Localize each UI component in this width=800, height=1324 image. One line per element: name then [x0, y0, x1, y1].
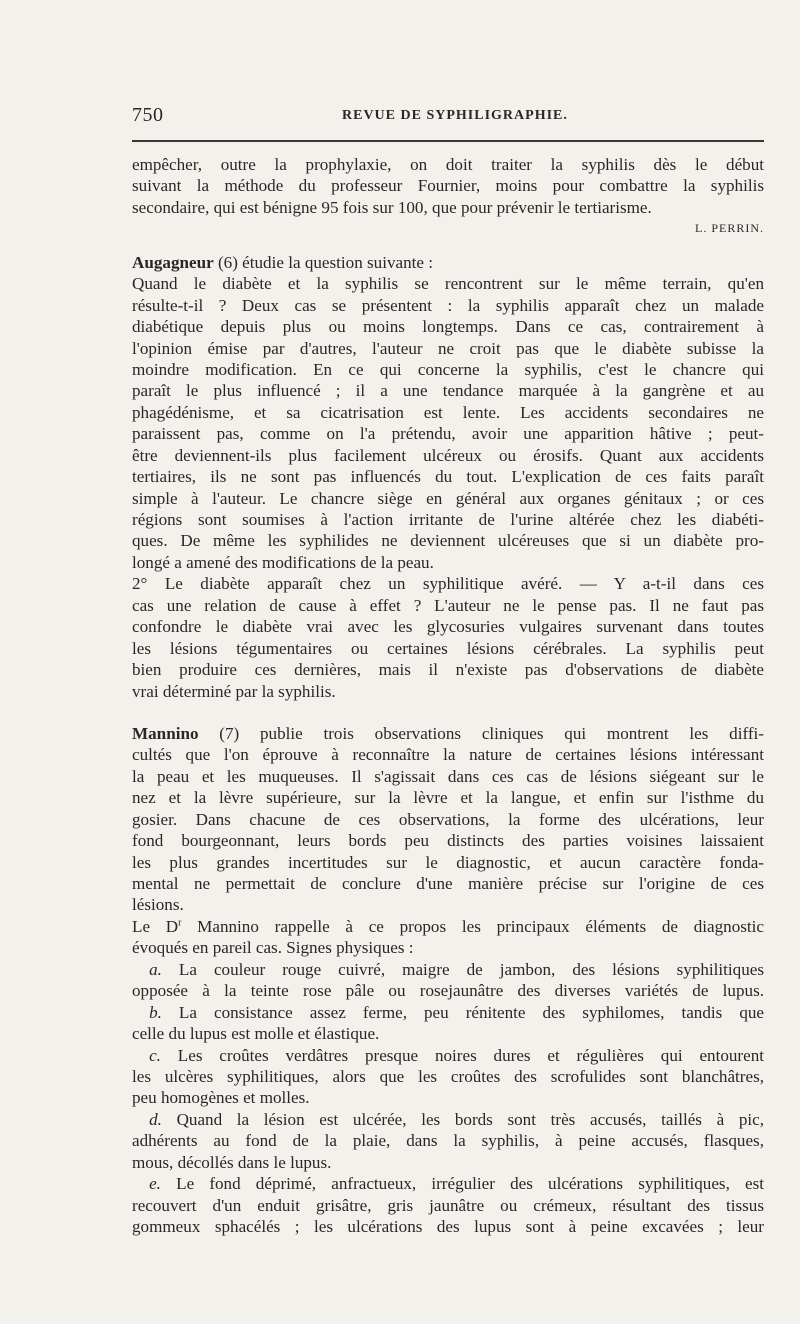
text-line [132, 316, 764, 337]
line-text: résulte-t-il ? Deux cas se présentent : la syphilis apparaît chez un malade [132, 295, 764, 315]
text-line [132, 616, 764, 637]
text-line [132, 530, 764, 551]
text-line [132, 723, 764, 744]
text-line [132, 359, 764, 380]
line-text: gosier. Dans chacune de ces observations, la forme des ulcérations, leur [132, 809, 764, 829]
line-text: les ulcères syphilitiques, alors que les croûtes des scrofulides sont blanchâtres, [132, 1066, 764, 1086]
text-line [132, 1195, 764, 1216]
line-text: Les croûtes verdâtres presque noires dures et régulières qui entourent [160, 1045, 764, 1065]
text-line [132, 509, 764, 530]
text-line [132, 980, 764, 1001]
text-line [132, 916, 764, 937]
text-line [132, 894, 764, 915]
line-text: phagédénisme, et sa cicatrisation est lente. Les accidents secondaires ne [132, 402, 764, 422]
line-text: suivant la méthode du professeur Fournier, moins pour combattre la syphilis [132, 176, 764, 196]
line-text: paraît le plus influencé ; il a une tendance marquée à la gangrène et au [132, 381, 764, 401]
line-text: diabétique depuis plus ou moins longtemps. Dans ce cas, contrairement à [132, 317, 764, 337]
header-rule [132, 140, 764, 142]
line-text: gommeux sphacélés ; les ulcérations des lupus sont à peine excavées ; leur [132, 1217, 764, 1236]
text-line [132, 595, 764, 616]
line-text: être deviennent-ils plus facilement ulcéreux ou érosifs. Quant aux accidents [132, 445, 764, 465]
paragraph-gap [132, 714, 764, 723]
text-line [132, 787, 764, 808]
author-name: Mannino [132, 723, 199, 743]
text-line [132, 873, 764, 894]
text-line [132, 809, 764, 830]
line-text: confondre le diabète vrai avec les glycosuries vulgaires survenant dans toutes [132, 617, 764, 637]
item-letter: d. [132, 1109, 162, 1129]
text-line [132, 252, 764, 273]
line-text: celle du lupus est molle et élastique. [132, 1024, 380, 1044]
text-line [132, 744, 764, 765]
line-text: ques. De même les syphilides ne deviennent ulcéreuses que si un diabète pro- [132, 531, 764, 551]
text-line [132, 445, 764, 466]
item-letter: b. [132, 1002, 162, 1022]
line-text: peu homogènes et molles. [132, 1088, 310, 1108]
line-text: lésions. [132, 895, 184, 915]
line-text: Quand la lésion est ulcérée, les bords sont très accusés, taillés à pic, [161, 1109, 764, 1129]
text-line [132, 466, 764, 487]
text-line [132, 573, 764, 594]
line-prefix: Le D [132, 916, 179, 936]
text-line [132, 959, 764, 980]
author-name: Augagneur [132, 252, 214, 272]
paragraph-gap [132, 240, 764, 252]
text-line [132, 1152, 764, 1173]
item-letter: e. [132, 1174, 161, 1194]
line-text: Le fond déprimé, anfractueux, irrégulier des ulcérations syphilitiques, est [160, 1174, 764, 1194]
line-text: 2° Le diabète apparaît chez un syphilitique avéré. — Y a-t-il dans ces [132, 574, 764, 594]
text-line [132, 423, 764, 444]
line-text: paraissent pas, comme on l'a prétendu, avoir une apparition hâtive ; peut- [132, 424, 764, 444]
line-text: L. PERRIN. [694, 221, 764, 236]
text-line [132, 488, 764, 509]
signature [132, 218, 764, 239]
text-line [132, 1216, 764, 1237]
text-line [132, 338, 764, 359]
text-line [132, 766, 764, 787]
line-text: La consistance assez ferme, peu rénitente des syphilomes, tandis que [161, 1002, 764, 1022]
line-text: les lésions tégumentaires ou certaines lésions cérébrales. La syphilis peut [132, 638, 764, 658]
text-line [132, 659, 764, 680]
body-text [132, 154, 764, 1237]
line-text: adhérents au fond de la plaie, dans la syphilis, à peine accusés, flasques, [132, 1131, 764, 1151]
text-line [132, 1087, 764, 1108]
line-text: la peau et les muqueuses. Il s'agissait dans ces cas de lésions siégeant sur le [132, 766, 764, 786]
text-line [132, 295, 764, 316]
text-line [132, 380, 764, 401]
text-line [132, 852, 764, 873]
running-title: REVUE DE SYPHILIGRAPHIE. [342, 108, 568, 123]
text-line [132, 175, 764, 196]
text-line [132, 638, 764, 659]
line-text: longé a amené des modifications de la peau. [132, 552, 434, 572]
line-text: La couleur rouge cuivré, maigre de jambon, des lésions syphilitiques [161, 959, 764, 979]
text-line [132, 273, 764, 294]
text-line [132, 1023, 764, 1044]
text-line [132, 1130, 764, 1151]
line-text: simple à l'auteur. Le chancre siège en général aux organes génitaux ; or ces [132, 488, 764, 508]
line-text: Mannino rappelle à ce propos les principaux éléments de diagnostic [181, 916, 764, 936]
line-text: les plus grandes incertitudes sur le diagnostic, et aucun caractère fonda- [132, 852, 764, 872]
text-line [132, 1173, 764, 1194]
page-header [132, 104, 764, 128]
line-text: cas une relation de cause à effet ? L'auteur ne le pense pas. Il ne faut pas [132, 595, 764, 615]
text-line [132, 1109, 764, 1130]
line-text: (7) publie trois observations cliniques qui montrent les diffi- [198, 723, 764, 743]
line-text: mous, décollés dans le lupus. [132, 1152, 332, 1172]
line-text: opposée à la teinte rose pâle ou rosejaunâtre des diverses variétés de lupus. [132, 981, 764, 1001]
line-text: secondaire, qui est bénigne 95 fois sur 100, que pour prévenir le tertiarisme. [132, 197, 652, 217]
line-text: Quand le diabète et la syphilis se rencontrent sur le même terrain, qu'en [132, 274, 764, 294]
item-letter: c. [132, 1045, 161, 1065]
line-text: mental ne permettait de conclure d'une manière précise sur l'origine de ces [132, 874, 764, 893]
text-line [132, 681, 764, 702]
line-text: cultés que l'on éprouve à reconnaître la nature de certaines lésions intéressant [132, 745, 764, 765]
line-text: empêcher, outre la prophylaxie, on doit traiter la syphilis dès le début [132, 155, 764, 174]
text-line [132, 402, 764, 423]
text-line [132, 1066, 764, 1087]
text-line [132, 154, 764, 175]
paragraph-gap [132, 702, 764, 714]
superscript: r [178, 917, 182, 929]
text-line [132, 830, 764, 851]
item-letter: a. [132, 959, 162, 979]
text-line [132, 552, 764, 573]
text-line [132, 197, 764, 218]
line-text: vrai déterminé par la syphilis. [132, 681, 336, 701]
line-text: bien produire ces dernières, mais il n'existe pas d'observations de diabète [132, 660, 764, 680]
line-text: nez et la lèvre supérieure, sur la lèvre et la langue, et enfin sur l'isthme du [132, 788, 764, 808]
text-line [132, 1045, 764, 1066]
line-text: (6) étudie la question suivante : [213, 252, 434, 272]
line-text: tertiaires, ils ne sont pas influencés du tout. L'explication de ces faits paraît [132, 467, 764, 487]
text-line [132, 1002, 764, 1023]
line-text: évoqués en pareil cas. Signes physiques : [132, 938, 414, 958]
text-line [132, 937, 764, 958]
line-text: moindre modification. En ce qui concerne la syphilis, c'est le chancre qui [132, 359, 764, 379]
line-text: fond bourgeonnant, leurs bords peu distincts des parties voisines laissaient [132, 831, 764, 851]
line-text: régions sont soumises à l'action irritante de l'urine altérée chez les diabéti- [132, 510, 764, 529]
line-text: l'opinion émise par d'autres, l'auteur ne croit pas que le diabète subisse la [132, 338, 764, 358]
page-number: 750 [132, 104, 164, 126]
line-text: recouvert d'un enduit grisâtre, gris jaunâtre ou crémeux, résultant des tissus [132, 1195, 764, 1215]
